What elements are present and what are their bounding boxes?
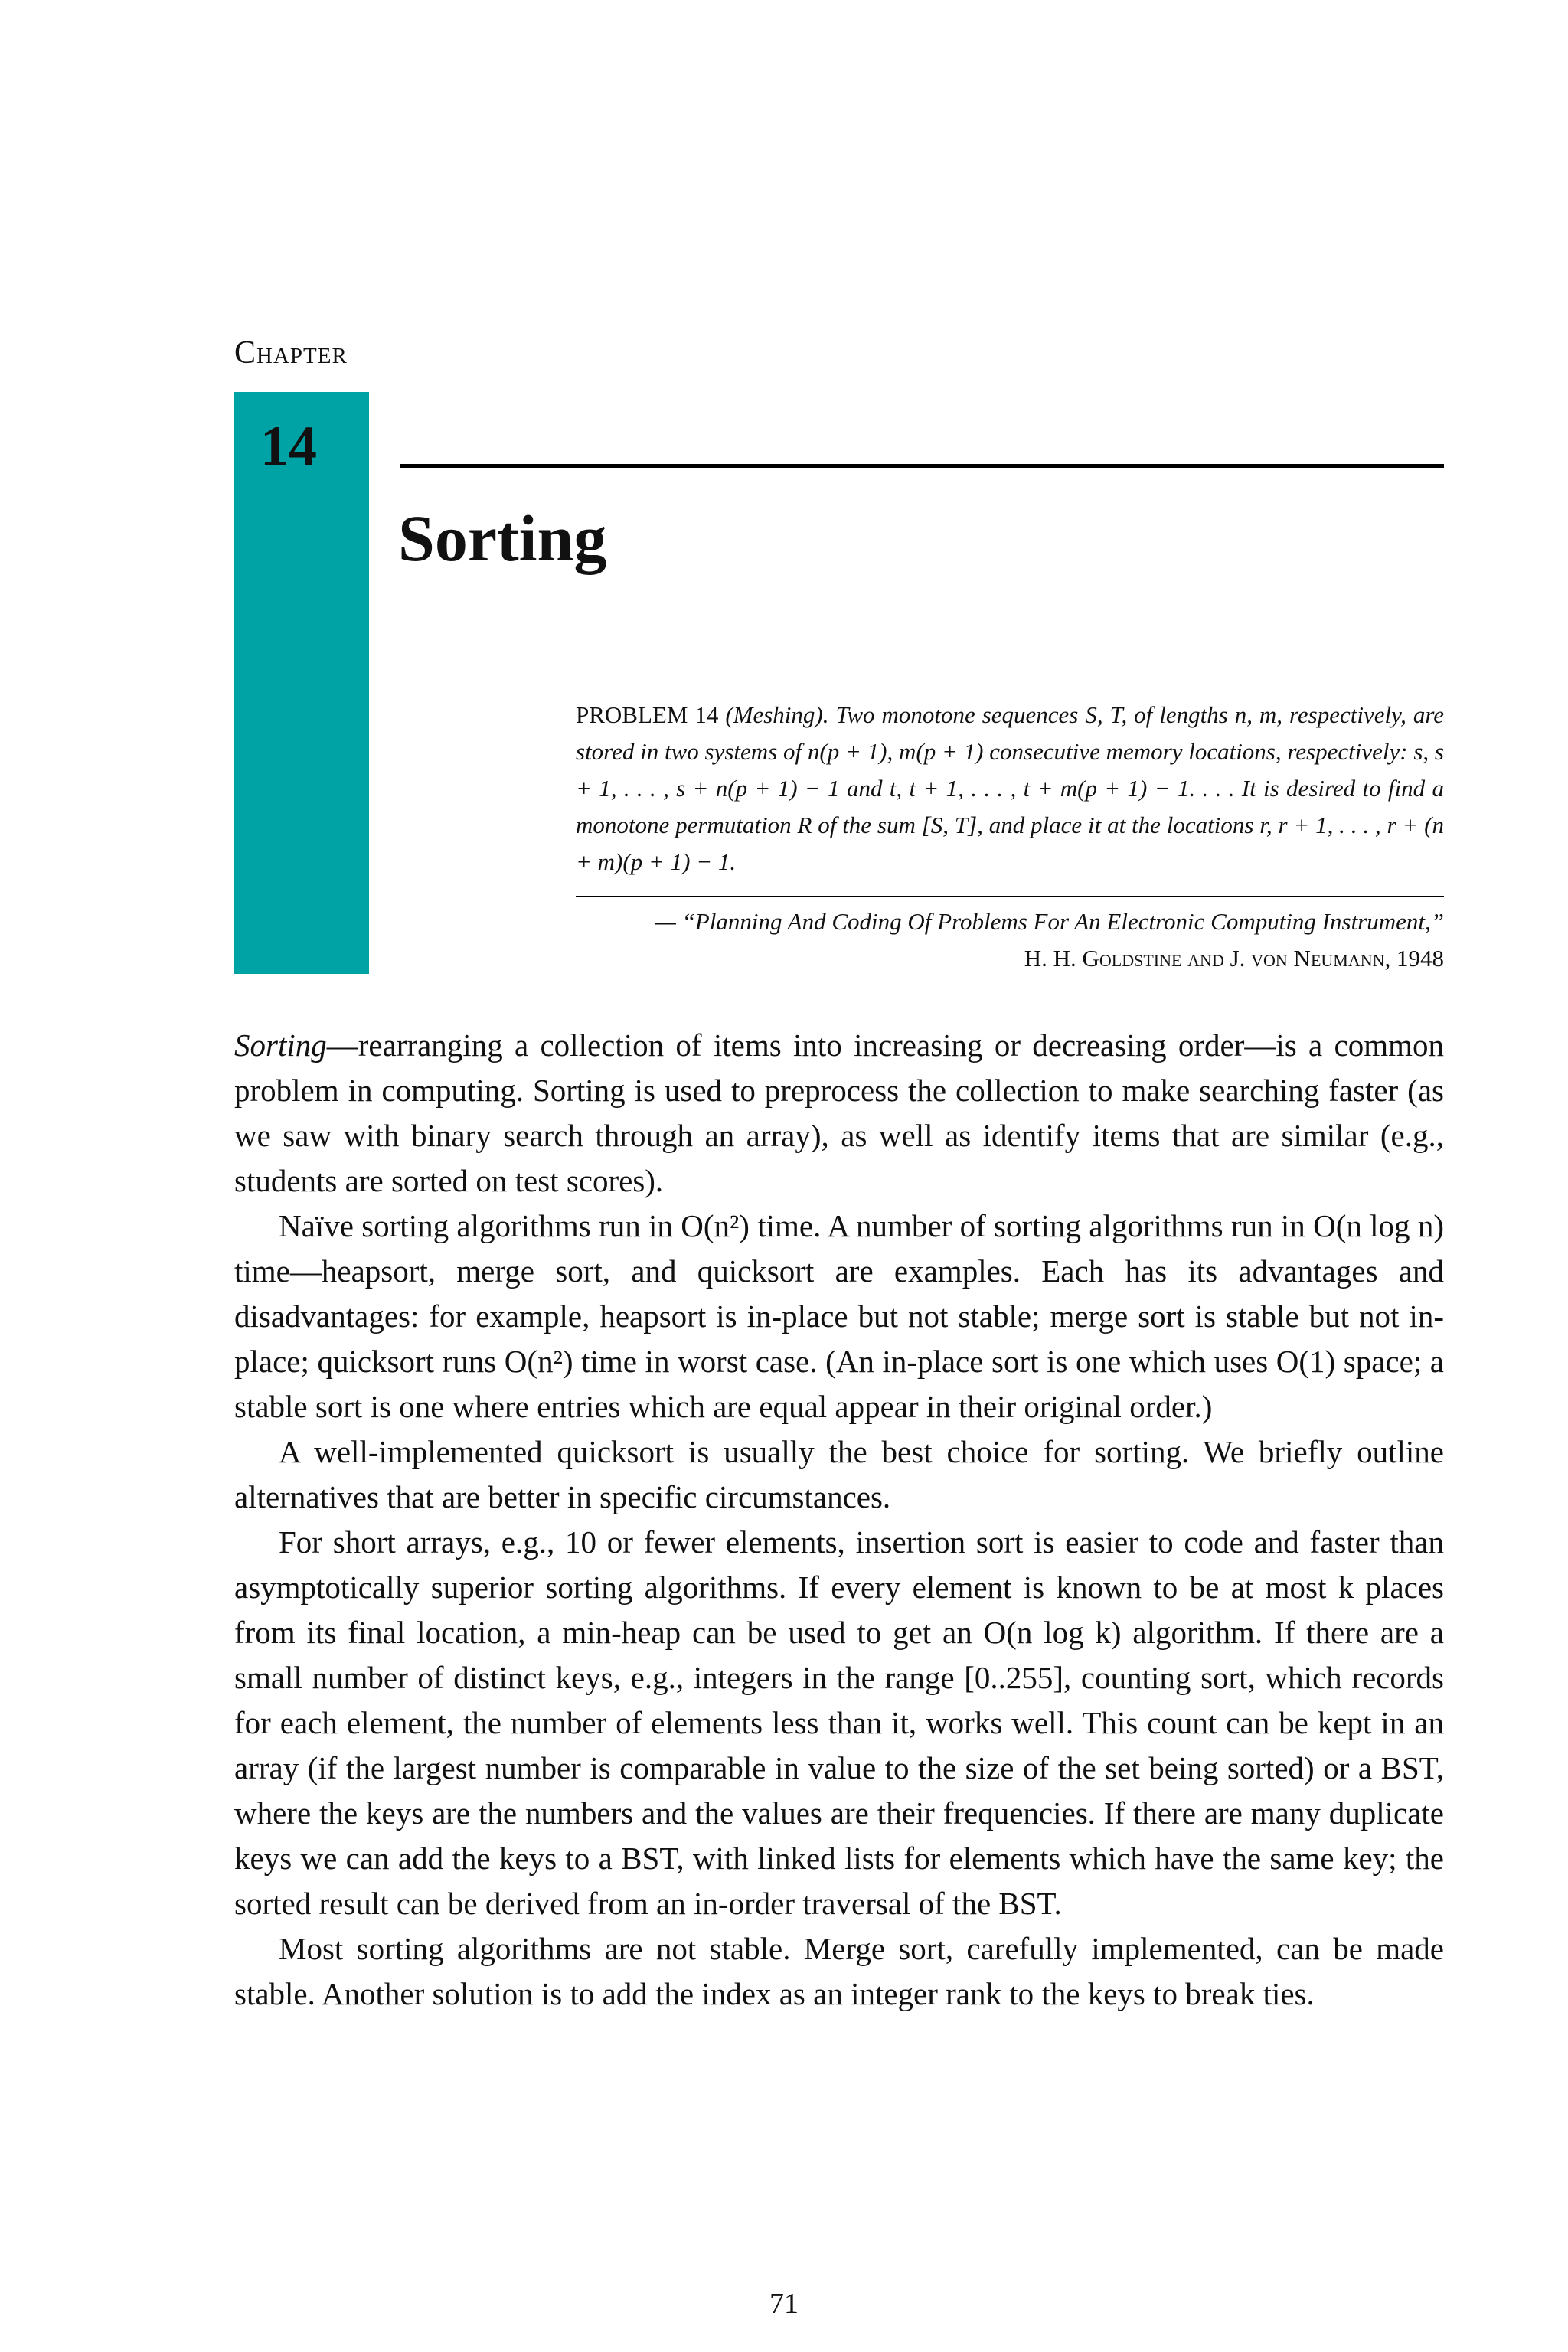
paragraph-text: —rearranging a collection of items into increasing or decreasing order—is a common problem in computing. Sorting is used to preprocess the collection to make searching faster (as we saw with binary search through an array), as well as identify items that are similar (e.g., students are sorted on test scores). [234, 1027, 1444, 1198]
chapter-accent-bar [234, 392, 369, 974]
chapter-label: Chapter [234, 335, 348, 371]
problem-name: (Meshing). [725, 701, 829, 728]
body-paragraph-3: A well-implemented quicksort is usually the best choice for sorting. We briefly outline alternatives that are better in specific circumstances. [234, 1434, 1444, 1514]
body-paragraph-2: Naïve sorting algorithms run in O(n²) time. A number of sorting algorithms run in O(n log n) time—heapsort, merge sort, and quicksort are examples. Each has its advantages and disadvantages: for example, heapsort is in-place but not stable; merge sort is stable but not in-place; quicksort runs O(n²) time in worst case. (An in-place sort is one which uses O(1) space; a stable sort is one where entries which are equal appear in their original order.) [234, 1208, 1444, 1424]
body-text [234, 1023, 1444, 2017]
chapter-title: Sorting [398, 501, 607, 575]
defined-term: Sorting [234, 1027, 327, 1063]
attribution-authors: H. H. Goldstine and J. von Neumann, 1948 [1024, 945, 1444, 972]
body-paragraph-4: For short arrays, e.g., 10 or fewer elements, insertion sort is easier to code and faster than asymptotically superior sorting algorithms. If every element is known to be at most k places from its final location, a min-heap can be used to get an O(n log k) algorithm. If there are a small number of distinct keys, e.g., integers in the range [0..255], counting sort, which records for each element, the number of elements less than it, works well. This count can be kept in an array (if the largest number is comparable in value to the size of the set being sorted) or a BST, where the keys are the numbers and the values are their frequencies. If there are many duplicate keys we can add the keys to a BST, with linked lists for elements which have the same key; the sorted result can be derived from an in-order traversal of the BST. [234, 1524, 1444, 1921]
chapter-number: 14 [260, 415, 317, 478]
problem-text: Two monotone sequences S, T, of lengths n, m, respectively, are stored in two systems of n(p + 1), m(p + 1) consecutive memory locations, respectively: s, s + 1, . . . , s + n(p + 1) − 1 and t, t + 1, . . . , t + m(p + 1) − 1. . . . It is desired to find a monotone permutation R of the sum [S, T], and place it at the locations r, r + 1, . . . , r + (n + m)(p + 1) − 1. [576, 701, 1445, 875]
body-paragraph-5: Most sorting algorithms are not stable. Merge sort, carefully implemented, can be made stable. Another solution is to add the index as an integer rank to the keys to break ties. [234, 1931, 1444, 2011]
epigraph-problem [576, 697, 1444, 880]
epigraph-attribution [576, 903, 1444, 977]
title-rule [400, 464, 1444, 468]
attribution-work: — “Planning And Coding Of Problems For An Electronic Computing Instrument,” [655, 908, 1444, 935]
body-paragraph-1 [234, 1023, 1444, 1204]
problem-label: PROBLEM 14 [576, 701, 719, 728]
epigraph-divider [576, 896, 1444, 897]
page-number: 71 [769, 2288, 799, 2320]
